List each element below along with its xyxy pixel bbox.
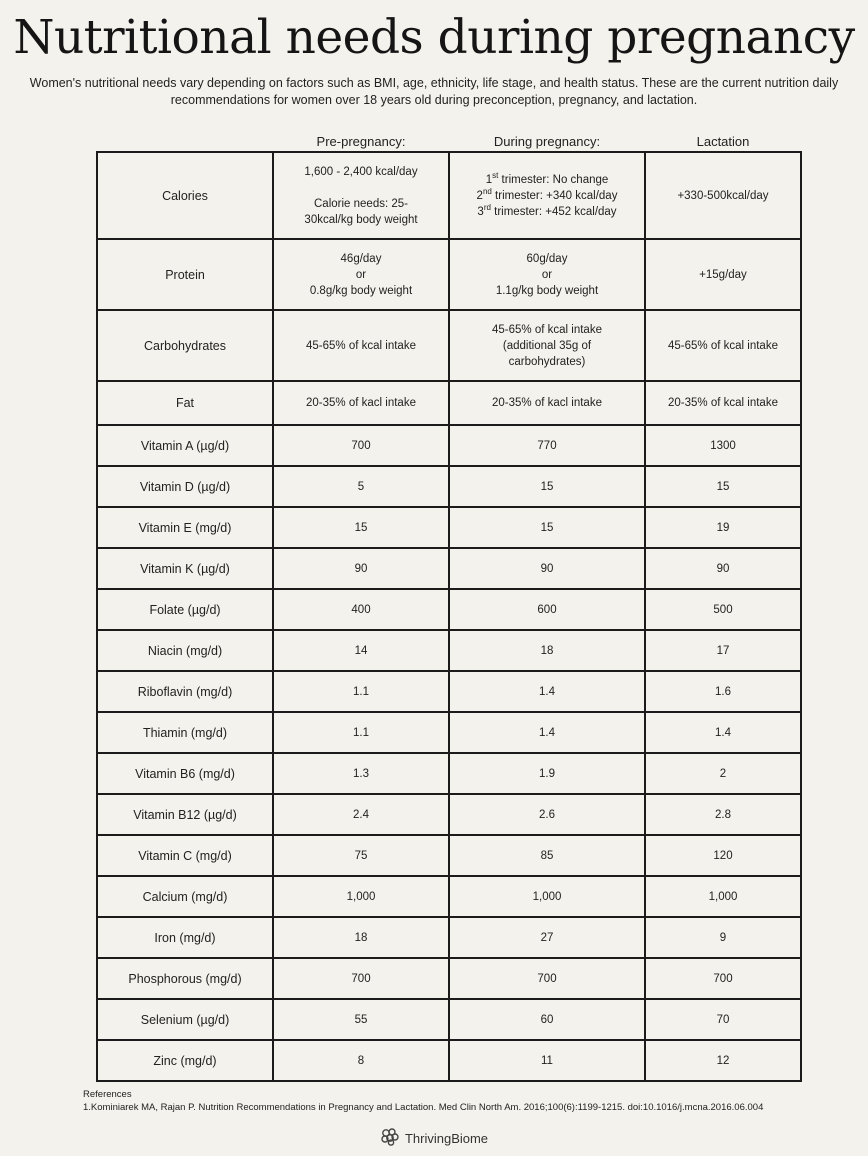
trimester-3-ordinal: 3	[477, 205, 484, 218]
trimester-2-text: trimester: +340 kcal/day	[491, 189, 618, 202]
table-row-calories	[97, 152, 801, 239]
cell-during-pregnancy: 1,000	[449, 876, 645, 917]
table-row	[97, 753, 801, 794]
row-label: Protein	[97, 239, 273, 310]
nutrition-table	[96, 151, 802, 1082]
row-label: Calcium (mg/d)	[97, 876, 273, 917]
cell-during-pregnancy: 60g/day or 1.1g/kg body weight	[449, 239, 645, 310]
trimester-1-suffix: st	[492, 170, 499, 180]
table-row	[97, 1040, 801, 1081]
row-label: Thiamin (mg/d)	[97, 712, 273, 753]
intro-text: Women's nutritional needs vary depending on factors such as BMI, age, ethnicity, life stage, and health status. These are the current nutrition daily recommendations for women over 18 years old during preconception, pregnancy, and lactation.	[29, 76, 839, 107]
brand-name: ThrivingBiome	[404, 1131, 489, 1146]
cell-during-pregnancy: 1.4	[449, 712, 645, 753]
cell-lactation: +15g/day	[645, 239, 801, 310]
table-row	[97, 917, 801, 958]
column-header-lactation: Lactation	[696, 134, 750, 149]
cell-pre-pregnancy: 14	[273, 630, 449, 671]
references	[83, 1088, 843, 1114]
cell-lactation: 90	[645, 548, 801, 589]
cell-lactation: 500	[645, 589, 801, 630]
row-label: Niacin (mg/d)	[97, 630, 273, 671]
row-label: Vitamin B6 (mg/d)	[97, 753, 273, 794]
cell-lactation: 1300	[645, 425, 801, 466]
table-row	[97, 712, 801, 753]
table-row	[97, 589, 801, 630]
cell-pre-pregnancy: 1,600 - 2,400 kcal/day Calorie needs: 25- 30kcal/kg body weight	[273, 152, 449, 239]
row-label: Fat	[97, 381, 273, 425]
row-label: Vitamin D (µg/d)	[97, 466, 273, 507]
table-row	[97, 507, 801, 548]
cell-lactation: 17	[645, 630, 801, 671]
cell-lactation: 12	[645, 1040, 801, 1081]
cell-pre-pregnancy: 90	[273, 548, 449, 589]
table-row	[97, 548, 801, 589]
cell-pre-pregnancy: 55	[273, 999, 449, 1040]
reference-item: 1.Kominiarek MA, Rajan P. Nutrition Recommendations in Pregnancy and Lactation. Med Clin North Am. 2016;100(6):1199-1215. doi:10.1016/j.mcna.2016.06.004	[83, 1102, 764, 1113]
trimester-2-line	[456, 188, 638, 204]
trimester-1-ordinal: 1	[485, 173, 493, 186]
cell-pre-pregnancy: 1,000	[273, 876, 449, 917]
row-label: Folate (µg/d)	[97, 589, 273, 630]
cell-during-pregnancy: 60	[449, 999, 645, 1040]
cell-during-pregnancy: 15	[449, 466, 645, 507]
cell-pre-pregnancy: 700	[273, 958, 449, 999]
trimester-3-suffix: rd	[483, 202, 491, 212]
cell-pre-pregnancy: 5	[273, 466, 449, 507]
table-row	[97, 958, 801, 999]
table-row	[97, 794, 801, 835]
cell-lactation: 20-35% of kcal intake	[645, 381, 801, 425]
row-label: Vitamin E (mg/d)	[97, 507, 273, 548]
trimester-2-suffix: nd	[482, 186, 492, 196]
row-label: Zinc (mg/d)	[97, 1040, 273, 1081]
column-header-label-spacer	[97, 134, 273, 152]
table-row-protein	[97, 239, 801, 310]
cell-during-pregnancy: 2.6	[449, 794, 645, 835]
cell-during-pregnancy: 700	[449, 958, 645, 999]
cell-lactation: 45-65% of kcal intake	[645, 310, 801, 381]
cell-lactation: 700	[645, 958, 801, 999]
table-row	[97, 876, 801, 917]
cell-during-pregnancy: 18	[449, 630, 645, 671]
cell-during-pregnancy	[449, 152, 645, 239]
row-label: Carbohydrates	[97, 310, 273, 381]
trimester-1-line	[456, 172, 638, 188]
row-label: Iron (mg/d)	[97, 917, 273, 958]
cell-pre-pregnancy: 1.1	[273, 712, 449, 753]
table-row	[97, 466, 801, 507]
row-label: Riboflavin (mg/d)	[97, 671, 273, 712]
cell-pre-pregnancy: 2.4	[273, 794, 449, 835]
cell-pre-pregnancy: 1.3	[273, 753, 449, 794]
cell-during-pregnancy: 85	[449, 835, 645, 876]
trimester-1-text: trimester: No change	[498, 173, 609, 186]
row-label: Calories	[97, 152, 273, 239]
cell-pre-pregnancy: 46g/day or 0.8g/kg body weight	[273, 239, 449, 310]
cell-lactation: 1.6	[645, 671, 801, 712]
row-label: Phosphorous (mg/d)	[97, 958, 273, 999]
brand-logo	[0, 1128, 868, 1149]
cell-during-pregnancy: 27	[449, 917, 645, 958]
page-title: Nutritional needs during pregnancy	[13, 10, 855, 65]
brain-logo-icon	[380, 1128, 400, 1149]
cell-pre-pregnancy: 18	[273, 917, 449, 958]
cell-during-pregnancy: 1.9	[449, 753, 645, 794]
row-label: Vitamin B12 (µg/d)	[97, 794, 273, 835]
row-label: Selenium (µg/d)	[97, 999, 273, 1040]
cell-during-pregnancy: 600	[449, 589, 645, 630]
table-row	[97, 671, 801, 712]
cell-pre-pregnancy: 8	[273, 1040, 449, 1081]
cell-during-pregnancy: 90	[449, 548, 645, 589]
cell-pre-pregnancy: 1.1	[273, 671, 449, 712]
cell-lactation: 120	[645, 835, 801, 876]
column-header-during-pregnancy: During pregnancy:	[493, 134, 601, 149]
cell-lactation: 15	[645, 466, 801, 507]
cell-during-pregnancy: 770	[449, 425, 645, 466]
cell-during-pregnancy: 45-65% of kcal intake (additional 35g of carbohydrates)	[449, 310, 645, 381]
column-headers	[97, 134, 801, 152]
table-row	[97, 630, 801, 671]
cell-pre-pregnancy: 45-65% of kcal intake	[273, 310, 449, 381]
table-row	[97, 999, 801, 1040]
table-row	[97, 835, 801, 876]
cell-during-pregnancy: 11	[449, 1040, 645, 1081]
cell-pre-pregnancy: 75	[273, 835, 449, 876]
cell-during-pregnancy: 1.4	[449, 671, 645, 712]
cell-pre-pregnancy: 15	[273, 507, 449, 548]
cell-lactation: 2.8	[645, 794, 801, 835]
trimester-3-text: trimester: +452 kcal/day	[490, 205, 617, 218]
cell-pre-pregnancy: 400	[273, 589, 449, 630]
column-header-pre-pregnancy: Pre-pregnancy:	[316, 134, 406, 149]
cell-lactation: 2	[645, 753, 801, 794]
table-row	[97, 425, 801, 466]
cell-lactation: +330-500kcal/day	[645, 152, 801, 239]
row-label: Vitamin C (mg/d)	[97, 835, 273, 876]
table-row-fat	[97, 381, 801, 425]
cell-pre-pregnancy: 20-35% of kacl intake	[273, 381, 449, 425]
cell-lactation: 1,000	[645, 876, 801, 917]
cell-lactation: 70	[645, 999, 801, 1040]
row-label: Vitamin A (µg/d)	[97, 425, 273, 466]
table-row-carbohydrates	[97, 310, 801, 381]
cell-lactation: 19	[645, 507, 801, 548]
cell-during-pregnancy: 15	[449, 507, 645, 548]
cell-lactation: 1.4	[645, 712, 801, 753]
references-heading: References	[83, 1089, 132, 1100]
row-label: Vitamin K (µg/d)	[97, 548, 273, 589]
trimester-2-ordinal: 2	[476, 189, 483, 202]
trimester-3-line	[456, 204, 638, 220]
cell-during-pregnancy: 20-35% of kacl intake	[449, 381, 645, 425]
cell-lactation: 9	[645, 917, 801, 958]
cell-pre-pregnancy: 700	[273, 425, 449, 466]
